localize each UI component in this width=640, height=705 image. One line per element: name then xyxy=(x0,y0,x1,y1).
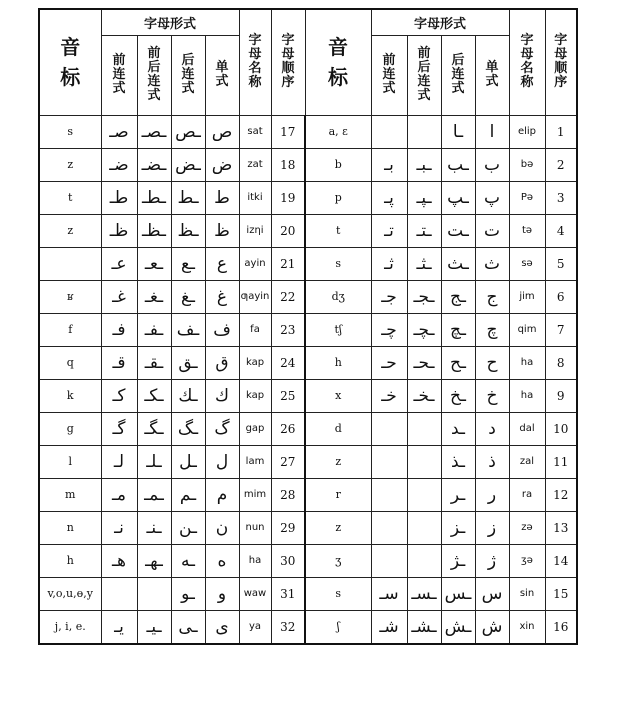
table-row xyxy=(39,181,577,214)
letter-form-cell-left: ظ xyxy=(205,214,239,247)
letter-form-cell-left: ظـ xyxy=(101,214,137,247)
letter-form-cell-left: ـم xyxy=(171,478,205,511)
letter-name-cell-left: ƣayin xyxy=(239,280,271,313)
phonetic-cell-right: d xyxy=(305,412,371,445)
header-initial-left: 前连式 xyxy=(101,35,137,115)
letter-name-cell-right: elip xyxy=(509,115,545,148)
letter-order-cell-left: 22 xyxy=(271,280,305,313)
letter-form-cell-right: ح xyxy=(475,346,509,379)
letter-form-cell-right xyxy=(407,511,441,544)
table-row xyxy=(39,115,577,148)
letter-name-cell-left: gap xyxy=(239,412,271,445)
phonetic-cell-right: x xyxy=(305,379,371,412)
letter-order-cell-right: 12 xyxy=(545,478,577,511)
letter-form-cell-left: ـگ xyxy=(171,412,205,445)
letter-name-cell-right: dal xyxy=(509,412,545,445)
letter-form-cell-right xyxy=(371,544,407,577)
letter-name-cell-right: sin xyxy=(509,577,545,610)
letter-form-cell-left: ـى xyxy=(171,610,205,644)
letter-form-cell-left: ـيـ xyxy=(137,610,171,644)
letter-form-cell-left: ـقـ xyxy=(137,346,171,379)
letter-order-cell-right: 7 xyxy=(545,313,577,346)
letter-form-cell-right: چ xyxy=(475,313,509,346)
letter-order-cell-right: 1 xyxy=(545,115,577,148)
letter-form-cell-left: ـق xyxy=(171,346,205,379)
phonetic-cell-left: n xyxy=(39,511,101,544)
letter-form-cell-right: ـذ xyxy=(441,445,475,478)
letter-form-cell-left xyxy=(137,577,171,610)
letter-form-cell-left: ـغ xyxy=(171,280,205,313)
letter-name-cell-left: kap xyxy=(239,379,271,412)
letter-form-cell-right: س xyxy=(475,577,509,610)
letter-form-cell-right: شـ xyxy=(371,610,407,644)
letter-form-cell-left: مـ xyxy=(101,478,137,511)
letter-form-cell-right: ـثـ xyxy=(407,247,441,280)
letter-form-cell-left: ـط xyxy=(171,181,205,214)
letter-form-cell-right: تـ xyxy=(371,214,407,247)
phonetic-cell-right: a, ɛ xyxy=(305,115,371,148)
letter-order-cell-left: 20 xyxy=(271,214,305,247)
letter-form-cell-right: ـج xyxy=(441,280,475,313)
letter-form-cell-right: ثـ xyxy=(371,247,407,280)
letter-form-cell-right xyxy=(407,445,441,478)
table-row xyxy=(39,313,577,346)
phonetic-cell-left: h xyxy=(39,544,101,577)
header-isolated-left: 单式 xyxy=(205,35,239,115)
letter-form-cell-left: ف xyxy=(205,313,239,346)
letter-name-cell-left: ya xyxy=(239,610,271,644)
letter-name-cell-left: zat xyxy=(239,148,271,181)
letter-form-cell-left: قـ xyxy=(101,346,137,379)
letter-form-cell-right: د xyxy=(475,412,509,445)
letter-name-cell-right: ha xyxy=(509,379,545,412)
phonetic-cell-right: h xyxy=(305,346,371,379)
letter-form-cell-right: ج xyxy=(475,280,509,313)
letter-form-cell-right xyxy=(371,115,407,148)
letter-form-cell-left: ـن xyxy=(171,511,205,544)
letter-form-cell-left: ـعـ xyxy=(137,247,171,280)
letter-order-cell-right: 10 xyxy=(545,412,577,445)
letter-form-cell-right: ـحـ xyxy=(407,346,441,379)
letter-order-cell-left: 30 xyxy=(271,544,305,577)
phonetic-cell-left: q xyxy=(39,346,101,379)
letter-form-cell-right: ـا xyxy=(441,115,475,148)
letter-name-cell-right: jim xyxy=(509,280,545,313)
letter-form-cell-right: ـچ xyxy=(441,313,475,346)
phonetic-cell-left: s xyxy=(39,115,101,148)
letter-form-cell-left: ق xyxy=(205,346,239,379)
letter-form-cell-right xyxy=(371,412,407,445)
letter-form-cell-left: ـع xyxy=(171,247,205,280)
letter-form-cell-left: ـگـ xyxy=(137,412,171,445)
letter-form-cell-right: ـپـ xyxy=(407,181,441,214)
header-final-right: 后连式 xyxy=(441,35,475,115)
letter-name-cell-left: kap xyxy=(239,346,271,379)
letter-order-cell-left: 18 xyxy=(271,148,305,181)
letter-order-cell-left: 23 xyxy=(271,313,305,346)
letter-form-cell-right: ـچـ xyxy=(407,313,441,346)
letter-form-cell-right: سـ xyxy=(371,577,407,610)
letter-form-cell-right: جـ xyxy=(371,280,407,313)
phonetic-cell-right: dʒ xyxy=(305,280,371,313)
letter-form-cell-right: ـسـ xyxy=(407,577,441,610)
table-row xyxy=(39,445,577,478)
letter-form-cell-left: ـف xyxy=(171,313,205,346)
letter-form-cell-right: خـ xyxy=(371,379,407,412)
letter-order-cell-right: 5 xyxy=(545,247,577,280)
letter-form-cell-left: ى xyxy=(205,610,239,644)
letter-form-cell-right: چـ xyxy=(371,313,407,346)
alphabet-table-container xyxy=(38,8,578,645)
letter-order-cell-right: 13 xyxy=(545,511,577,544)
letter-form-cell-right: بـ xyxy=(371,148,407,181)
letter-form-cell-right: ش xyxy=(475,610,509,644)
header-forms-left: 字母形式 xyxy=(101,9,239,35)
letter-form-cell-left: ـكـ xyxy=(137,379,171,412)
phonetic-cell-left: l xyxy=(39,445,101,478)
table-row xyxy=(39,247,577,280)
header-phonetic-left: 音标 xyxy=(39,9,101,115)
header-medial-left: 前后连式 xyxy=(137,35,171,115)
letter-form-cell-left: م xyxy=(205,478,239,511)
letter-order-cell-right: 4 xyxy=(545,214,577,247)
table-row xyxy=(39,214,577,247)
letter-name-cell-left: waw xyxy=(239,577,271,610)
letter-form-cell-right xyxy=(371,511,407,544)
phonetic-cell-left: v,o,u,ɵ,y xyxy=(39,577,101,610)
phonetic-cell-right: b xyxy=(305,148,371,181)
letter-form-cell-right: ـشـ xyxy=(407,610,441,644)
letter-form-cell-left: ـص xyxy=(171,115,205,148)
letter-name-cell-left: itki xyxy=(239,181,271,214)
letter-order-cell-left: 31 xyxy=(271,577,305,610)
letter-form-cell-right: ـش xyxy=(441,610,475,644)
letter-form-cell-left: ـطـ xyxy=(137,181,171,214)
letter-form-cell-left: عـ xyxy=(101,247,137,280)
header-initial-right: 前连式 xyxy=(371,35,407,115)
letter-name-cell-right: ʒə xyxy=(509,544,545,577)
phonetic-cell-right: z xyxy=(305,445,371,478)
table-row xyxy=(39,478,577,511)
phonetic-cell-right: ʃ xyxy=(305,610,371,644)
letter-form-cell-left: ص xyxy=(205,115,239,148)
letter-form-cell-left: ـصـ xyxy=(137,115,171,148)
letter-form-cell-left: هـ xyxy=(101,544,137,577)
phonetic-cell-left: g xyxy=(39,412,101,445)
letter-order-cell-right: 2 xyxy=(545,148,577,181)
table-row xyxy=(39,577,577,610)
letter-name-cell-right: qim xyxy=(509,313,545,346)
letter-order-cell-left: 32 xyxy=(271,610,305,644)
letter-form-cell-right: ا xyxy=(475,115,509,148)
letter-order-cell-left: 17 xyxy=(271,115,305,148)
letter-name-cell-left: lam xyxy=(239,445,271,478)
table-row xyxy=(39,610,577,644)
table-row xyxy=(39,346,577,379)
letter-form-cell-left: ـفـ xyxy=(137,313,171,346)
letter-order-cell-right: 15 xyxy=(545,577,577,610)
letter-order-cell-right: 16 xyxy=(545,610,577,644)
letter-order-cell-left: 26 xyxy=(271,412,305,445)
letter-form-cell-left: ض xyxy=(205,148,239,181)
table-row xyxy=(39,280,577,313)
phonetic-cell-left: t xyxy=(39,181,101,214)
letter-form-cell-left: گـ xyxy=(101,412,137,445)
letter-form-cell-left: ل xyxy=(205,445,239,478)
letter-form-cell-right: پ xyxy=(475,181,509,214)
letter-form-cell-left: ـه xyxy=(171,544,205,577)
letter-form-cell-left: گ xyxy=(205,412,239,445)
letter-form-cell-right: پـ xyxy=(371,181,407,214)
phonetic-cell-left xyxy=(39,247,101,280)
table-row xyxy=(39,511,577,544)
phonetic-cell-right: s xyxy=(305,577,371,610)
letter-form-cell-left: ـو xyxy=(171,577,205,610)
header-phonetic-right: 音标 xyxy=(305,9,371,115)
letter-form-cell-right xyxy=(371,445,407,478)
letter-form-cell-right: ـر xyxy=(441,478,475,511)
letter-form-cell-left: ـمـ xyxy=(137,478,171,511)
letter-order-cell-left: 29 xyxy=(271,511,305,544)
letter-form-cell-left: ك xyxy=(205,379,239,412)
letter-form-cell-left: ـغـ xyxy=(137,280,171,313)
letter-form-cell-left: ط xyxy=(205,181,239,214)
letter-name-cell-right: bə xyxy=(509,148,545,181)
letter-form-cell-right: ب xyxy=(475,148,509,181)
letter-name-cell-left: sat xyxy=(239,115,271,148)
header-name-right: 字母名称 xyxy=(509,9,545,115)
letter-form-cell-right: ـث xyxy=(441,247,475,280)
letter-form-cell-right: ـپ xyxy=(441,181,475,214)
phonetic-cell-right: ʒ xyxy=(305,544,371,577)
phonetic-cell-left: z xyxy=(39,148,101,181)
letter-form-cell-right: ت xyxy=(475,214,509,247)
table-row xyxy=(39,544,577,577)
header-final-left: 后连式 xyxy=(171,35,205,115)
letter-form-cell-left: ـضـ xyxy=(137,148,171,181)
phonetic-cell-right: p xyxy=(305,181,371,214)
letter-form-cell-left: كـ xyxy=(101,379,137,412)
phonetic-cell-right: z xyxy=(305,511,371,544)
letter-order-cell-right: 8 xyxy=(545,346,577,379)
letter-form-cell-right xyxy=(407,544,441,577)
letter-order-cell-right: 9 xyxy=(545,379,577,412)
letter-form-cell-right: ـب xyxy=(441,148,475,181)
letter-order-cell-right: 6 xyxy=(545,280,577,313)
letter-name-cell-right: tə xyxy=(509,214,545,247)
header-order-right: 字母顺序 xyxy=(545,9,577,115)
letter-name-cell-right: Pə xyxy=(509,181,545,214)
phonetic-cell-left: m xyxy=(39,478,101,511)
letter-name-cell-right: ha xyxy=(509,346,545,379)
letter-form-cell-left: ـض xyxy=(171,148,205,181)
letter-name-cell-right: ra xyxy=(509,478,545,511)
phonetic-cell-left: ʁ xyxy=(39,280,101,313)
header-name-left: 字母名称 xyxy=(239,9,271,115)
letter-form-cell-right: ـژ xyxy=(441,544,475,577)
letter-form-cell-right: ـجـ xyxy=(407,280,441,313)
letter-form-cell-right: ذ xyxy=(475,445,509,478)
letter-name-cell-left: izƞi xyxy=(239,214,271,247)
letter-form-cell-right: ـخ xyxy=(441,379,475,412)
letter-form-cell-left: ـظـ xyxy=(137,214,171,247)
letter-form-cell-left: ه xyxy=(205,544,239,577)
letter-order-cell-right: 3 xyxy=(545,181,577,214)
letter-order-cell-right: 14 xyxy=(545,544,577,577)
phonetic-cell-right: s xyxy=(305,247,371,280)
letter-form-cell-right: ر xyxy=(475,478,509,511)
letter-form-cell-left: ـك xyxy=(171,379,205,412)
letter-name-cell-left: ayin xyxy=(239,247,271,280)
table-row xyxy=(39,412,577,445)
header-isolated-right: 单式 xyxy=(475,35,509,115)
letter-form-cell-left: فـ xyxy=(101,313,137,346)
letter-form-cell-right: ـز xyxy=(441,511,475,544)
letter-form-cell-left: ن xyxy=(205,511,239,544)
alphabet-table-body xyxy=(39,115,577,644)
header-medial-right: 前后连式 xyxy=(407,35,441,115)
letter-form-cell-left: ـلـ xyxy=(137,445,171,478)
letter-form-cell-left: غ xyxy=(205,280,239,313)
letter-form-cell-left: ع xyxy=(205,247,239,280)
letter-form-cell-left: نـ xyxy=(101,511,137,544)
phonetic-cell-right: tʃ xyxy=(305,313,371,346)
letter-form-cell-left: ـظ xyxy=(171,214,205,247)
phonetic-cell-left: j, i, e. xyxy=(39,610,101,644)
letter-form-cell-right: ـتـ xyxy=(407,214,441,247)
letter-form-cell-left: ضـ xyxy=(101,148,137,181)
letter-name-cell-right: zə xyxy=(509,511,545,544)
phonetic-cell-left: f xyxy=(39,313,101,346)
letter-order-cell-left: 24 xyxy=(271,346,305,379)
letter-form-cell-left: طـ xyxy=(101,181,137,214)
letter-name-cell-left: fa xyxy=(239,313,271,346)
letter-form-cell-right xyxy=(407,115,441,148)
letter-form-cell-right: ث xyxy=(475,247,509,280)
letter-form-cell-right: ـخـ xyxy=(407,379,441,412)
letter-form-cell-left: غـ xyxy=(101,280,137,313)
letter-form-cell-right: ـبـ xyxy=(407,148,441,181)
letter-order-cell-right: 11 xyxy=(545,445,577,478)
letter-form-cell-left xyxy=(101,577,137,610)
letter-form-cell-right: ز xyxy=(475,511,509,544)
letter-name-cell-left: mim xyxy=(239,478,271,511)
letter-form-cell-right xyxy=(371,478,407,511)
letter-order-cell-left: 28 xyxy=(271,478,305,511)
table-row xyxy=(39,148,577,181)
letter-order-cell-left: 21 xyxy=(271,247,305,280)
letter-form-cell-right: خ xyxy=(475,379,509,412)
letter-form-cell-left: ـنـ xyxy=(137,511,171,544)
letter-order-cell-left: 27 xyxy=(271,445,305,478)
letter-form-cell-left: ـهـ xyxy=(137,544,171,577)
phonetic-cell-left: z xyxy=(39,214,101,247)
letter-form-cell-right xyxy=(407,478,441,511)
letter-name-cell-right: zal xyxy=(509,445,545,478)
letter-form-cell-left: ـل xyxy=(171,445,205,478)
letter-form-cell-right: ژ xyxy=(475,544,509,577)
letter-form-cell-right: ـس xyxy=(441,577,475,610)
letter-form-cell-right: ـح xyxy=(441,346,475,379)
letter-form-cell-right: ـد xyxy=(441,412,475,445)
letter-form-cell-left: و xyxy=(205,577,239,610)
letter-name-cell-left: ha xyxy=(239,544,271,577)
header-forms-right: 字母形式 xyxy=(371,9,509,35)
letter-order-cell-left: 25 xyxy=(271,379,305,412)
header-order-left: 字母顺序 xyxy=(271,9,305,115)
letter-form-cell-left: يـ xyxy=(101,610,137,644)
letter-form-cell-right xyxy=(407,412,441,445)
letter-form-cell-right: حـ xyxy=(371,346,407,379)
letter-name-cell-right: sə xyxy=(509,247,545,280)
phonetic-cell-right: t xyxy=(305,214,371,247)
table-row xyxy=(39,379,577,412)
letter-order-cell-left: 19 xyxy=(271,181,305,214)
letter-name-cell-right: xin xyxy=(509,610,545,644)
letter-name-cell-left: nun xyxy=(239,511,271,544)
phonetic-cell-right: r xyxy=(305,478,371,511)
letter-form-cell-right: ـت xyxy=(441,214,475,247)
letter-form-cell-left: صـ xyxy=(101,115,137,148)
phonetic-cell-left: k xyxy=(39,379,101,412)
alphabet-table xyxy=(38,8,578,645)
letter-form-cell-left: لـ xyxy=(101,445,137,478)
